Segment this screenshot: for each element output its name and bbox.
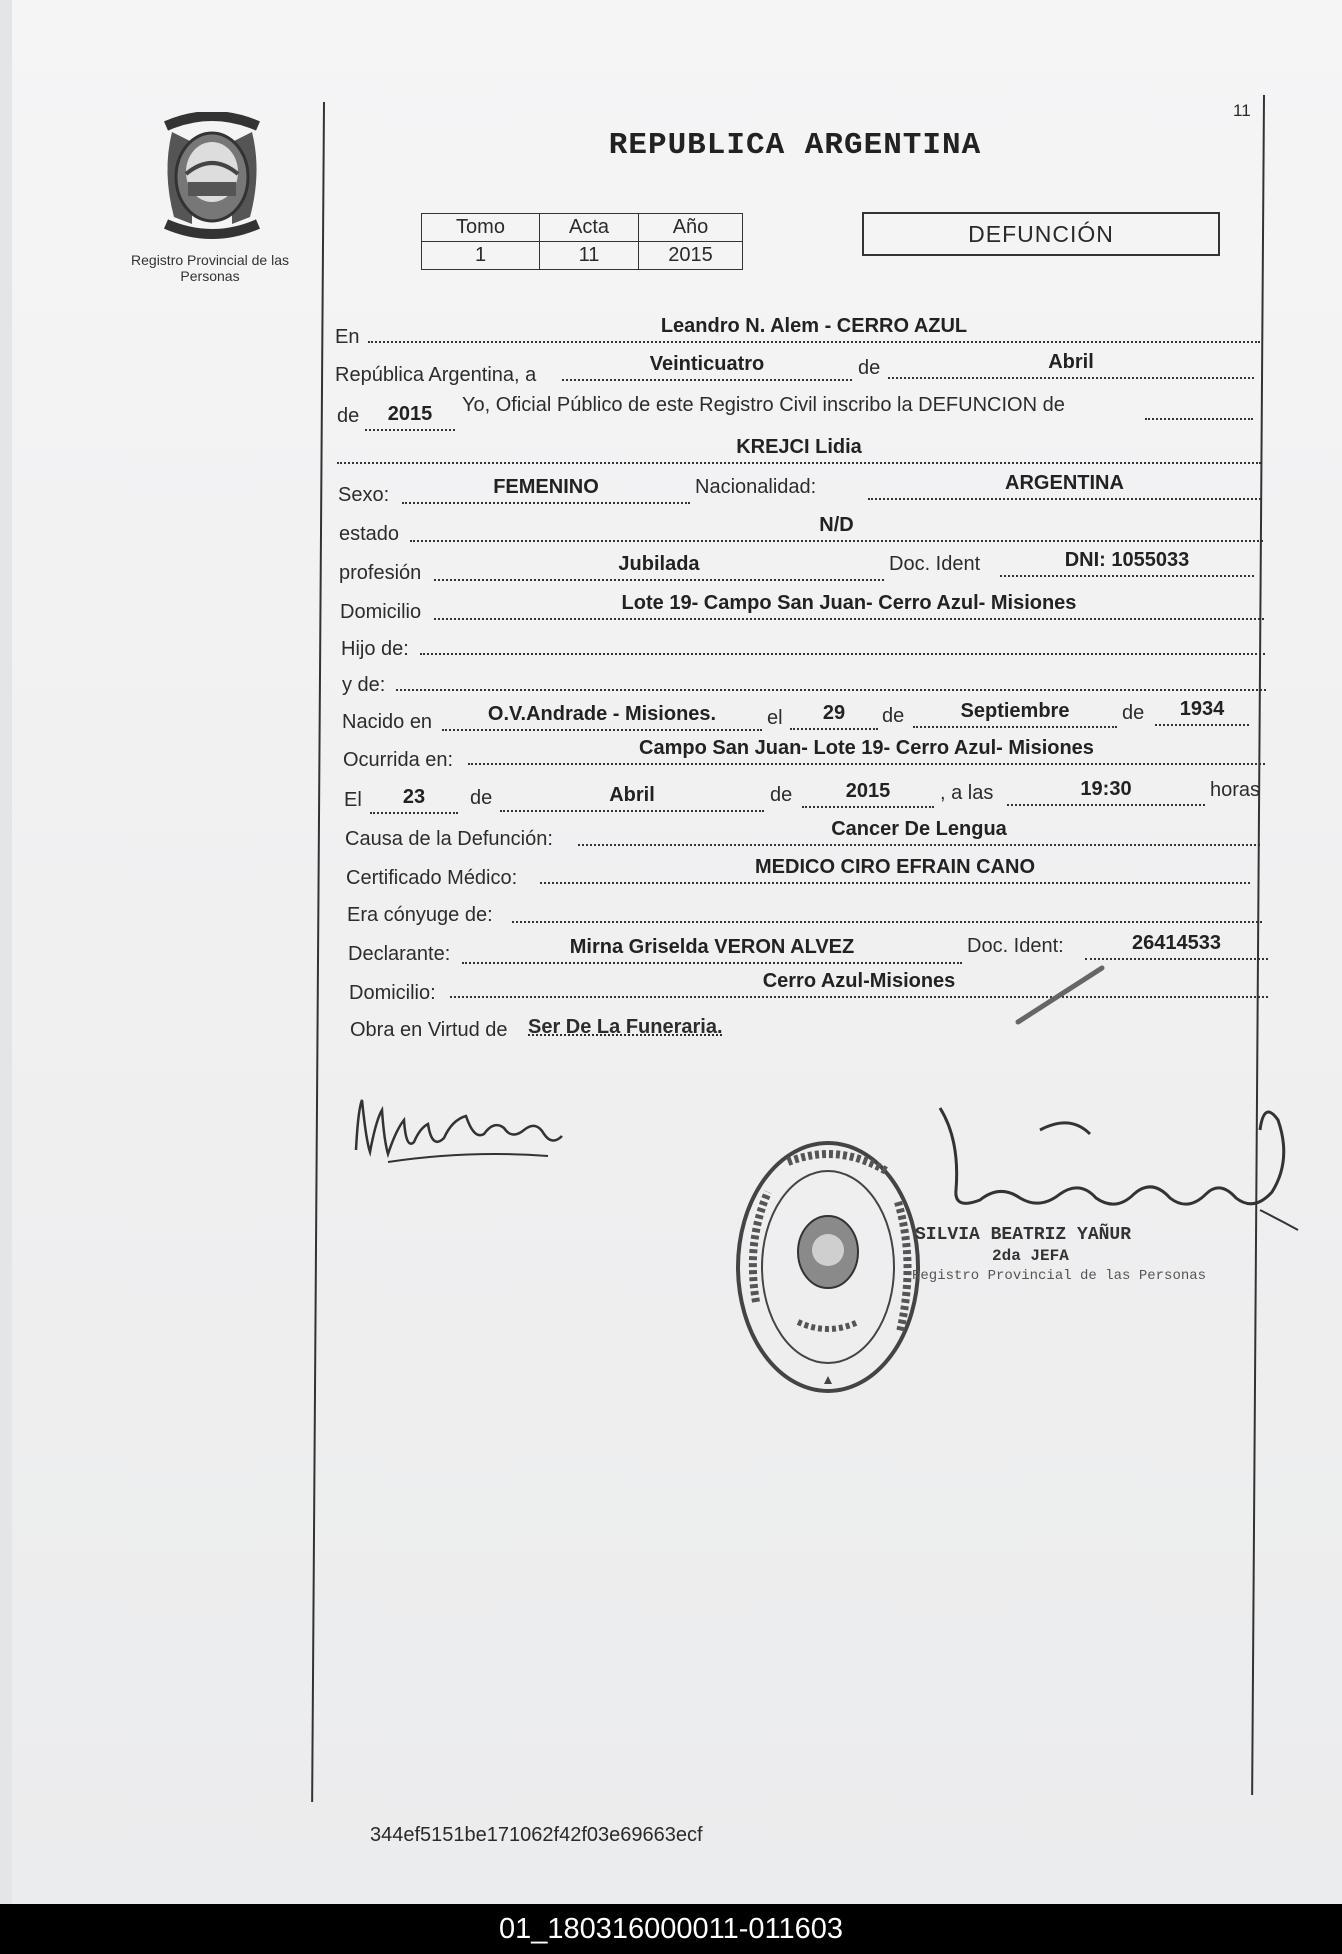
value-en: Leandro N. Alem - CERRO AZUL (660, 315, 968, 337)
value-nacido-dia: 29 (822, 702, 846, 724)
value-fallecio-anio: 2015 (845, 780, 891, 802)
value-nacionalidad: ARGENTINA (1005, 472, 1124, 494)
label-nacido-el: el (767, 707, 783, 729)
document-hash: 344ef5151be171062f42f03e69663ecf (370, 1824, 703, 1846)
logo-caption: Registro Provincial de las Personas (131, 252, 289, 284)
field-hijo-de (420, 627, 1265, 655)
field-mes (888, 351, 1254, 379)
label-domicilio: Domicilio (340, 601, 422, 623)
value-domicilio-declarante: Cerro Azul-Misiones (762, 970, 956, 992)
label-fallecio-de-anio: de (770, 784, 793, 806)
signer-name: SILVIA BEATRIZ YAÑUR (915, 1225, 1132, 1245)
field-domicilio (434, 592, 1264, 620)
value-hora: 19:30 (1080, 778, 1132, 800)
left-margin-rule (311, 102, 325, 1802)
value-mes: Abril (1048, 351, 1094, 373)
field-nacido-anio (1155, 698, 1249, 726)
value-estado: N/D (819, 514, 854, 536)
field-domicilio-declarante (450, 970, 1268, 998)
value-sexo: FEMENINO (493, 476, 599, 498)
official-signature (920, 1100, 1300, 1240)
page-edge-shadow (0, 0, 12, 1904)
field-en (368, 315, 1260, 343)
label-domicilio-declarante: Domicilio: (349, 982, 436, 1004)
field-nacido-mes (913, 700, 1117, 728)
label-nacionalidad: Nacionalidad: (695, 476, 817, 498)
field-y-de (396, 663, 1266, 691)
label-horas: horas (1210, 779, 1261, 801)
field-fallecio-anio (802, 780, 934, 808)
value-nacido-en: O.V.Andrade - Misiones. (487, 703, 717, 725)
field-fallecio-mes (500, 784, 764, 812)
field-nacido-dia (790, 702, 878, 730)
ref-value-acta: 11 (540, 242, 639, 270)
field-estado (410, 514, 1263, 542)
value-obra-en-virtud: Ser De La Funeraria. (528, 1016, 723, 1038)
value-certificado: MEDICO CIRO EFRAIN CANO (755, 856, 1035, 878)
value-ocurrida-en: Campo San Juan- Lote 19- Cerro Azul- Misiones (639, 737, 1094, 759)
label-doc-ident: Doc. Ident (889, 553, 981, 575)
field-declarante-doc (1085, 932, 1268, 960)
label-en: En (335, 326, 360, 348)
label-nacido-de-anio: de (1122, 702, 1145, 724)
label-a-las: , a las (940, 782, 994, 804)
value-anio: 2015 (387, 403, 433, 425)
value-doc-ident: DNI: 1055033 (1064, 549, 1190, 571)
ref-value-tomo: 1 (422, 242, 540, 270)
document-title: REPUBLICA ARGENTINA (608, 128, 982, 163)
value-fallecio-mes: Abril (609, 784, 655, 806)
label-inscribo: Yo, Oficial Público de este Registro Civil inscribo la DEFUNCION de (462, 394, 1065, 416)
label-el-dia: El (344, 789, 362, 811)
field-doc-ident (1000, 549, 1254, 577)
field-fallecio-dia (370, 786, 458, 814)
value-declarante: Mirna Griselda VERON ALVEZ (569, 936, 855, 958)
label-de-mes: de (858, 357, 881, 379)
field-inscribo-tail (1145, 392, 1253, 420)
field-hora (1007, 778, 1205, 806)
field-nacido-en (442, 703, 762, 731)
label-y-de: y de: (342, 674, 386, 696)
field-dia-letras (562, 353, 852, 381)
label-de-anio: de (337, 405, 360, 427)
scan-id-footer: 01_180316000011-011603 (0, 1904, 1342, 1954)
field-anio (365, 403, 455, 431)
field-ocurrida-en (468, 737, 1265, 765)
label-declarante: Declarante: (348, 943, 451, 965)
ref-header-anio: Año (639, 214, 743, 242)
value-nacido-anio: 1934 (1179, 698, 1225, 720)
ref-header-acta: Acta (540, 214, 639, 242)
record-reference-table (421, 213, 743, 270)
field-nombre-fallecido (337, 436, 1261, 464)
value-domicilio: Lote 19- Campo San Juan- Cerro Azul- Misiones (621, 592, 1077, 614)
provincial-coat-of-arms-logo (152, 112, 272, 242)
declarant-signature (348, 1080, 568, 1190)
label-republica: República Argentina, a (335, 364, 537, 386)
value-causa: Cancer De Lengua (831, 818, 1007, 840)
value-profesion: Jubilada (618, 553, 700, 575)
pen-stroke-mark (1010, 960, 1110, 1030)
value-dia-letras: Veinticuatro (649, 353, 765, 375)
label-profesion: profesión (339, 562, 422, 584)
field-causa (578, 818, 1260, 846)
ref-header-tomo: Tomo (422, 214, 540, 242)
record-type-box: DEFUNCIÓN (862, 212, 1220, 256)
value-nombre-fallecido: KREJCI Lidia (736, 436, 862, 458)
label-fallecio-de-mes: de (470, 787, 493, 809)
label-causa: Causa de la Defunción: (345, 828, 553, 850)
field-profesion (434, 553, 884, 581)
label-estado: estado (339, 523, 400, 545)
value-nacido-mes: Septiembre (960, 700, 1070, 722)
field-declarante (462, 936, 962, 964)
field-nacionalidad (868, 472, 1261, 500)
label-conyuge: Era cónyuge de: (347, 904, 493, 926)
label-hijo-de: Hijo de: (341, 638, 409, 660)
field-conyuge (512, 895, 1262, 923)
label-obra-en-virtud: Obra en Virtud de (350, 1019, 508, 1041)
signer-office: Registro Provincial de las Personas (912, 1268, 1207, 1284)
label-certificado: Certificado Médico: (346, 867, 518, 889)
ref-value-anio: 2015 (639, 242, 743, 270)
label-sexo: Sexo: (338, 484, 390, 506)
label-nacido-de-mes: de (882, 705, 905, 727)
value-fallecio-dia: 23 (402, 786, 426, 808)
page-number: 11 (1233, 101, 1251, 120)
signer-role: 2da JEFA (992, 1247, 1069, 1265)
value-declarante-doc: 26414533 (1132, 932, 1221, 954)
label-declarante-doc: Doc. Ident: (967, 935, 1064, 957)
label-ocurrida-en: Ocurrida en: (343, 749, 454, 771)
label-nacido-en: Nacido en (342, 711, 433, 733)
field-sexo (402, 476, 690, 504)
field-certificado (540, 856, 1250, 884)
delegation-official-stamp (728, 1132, 928, 1402)
